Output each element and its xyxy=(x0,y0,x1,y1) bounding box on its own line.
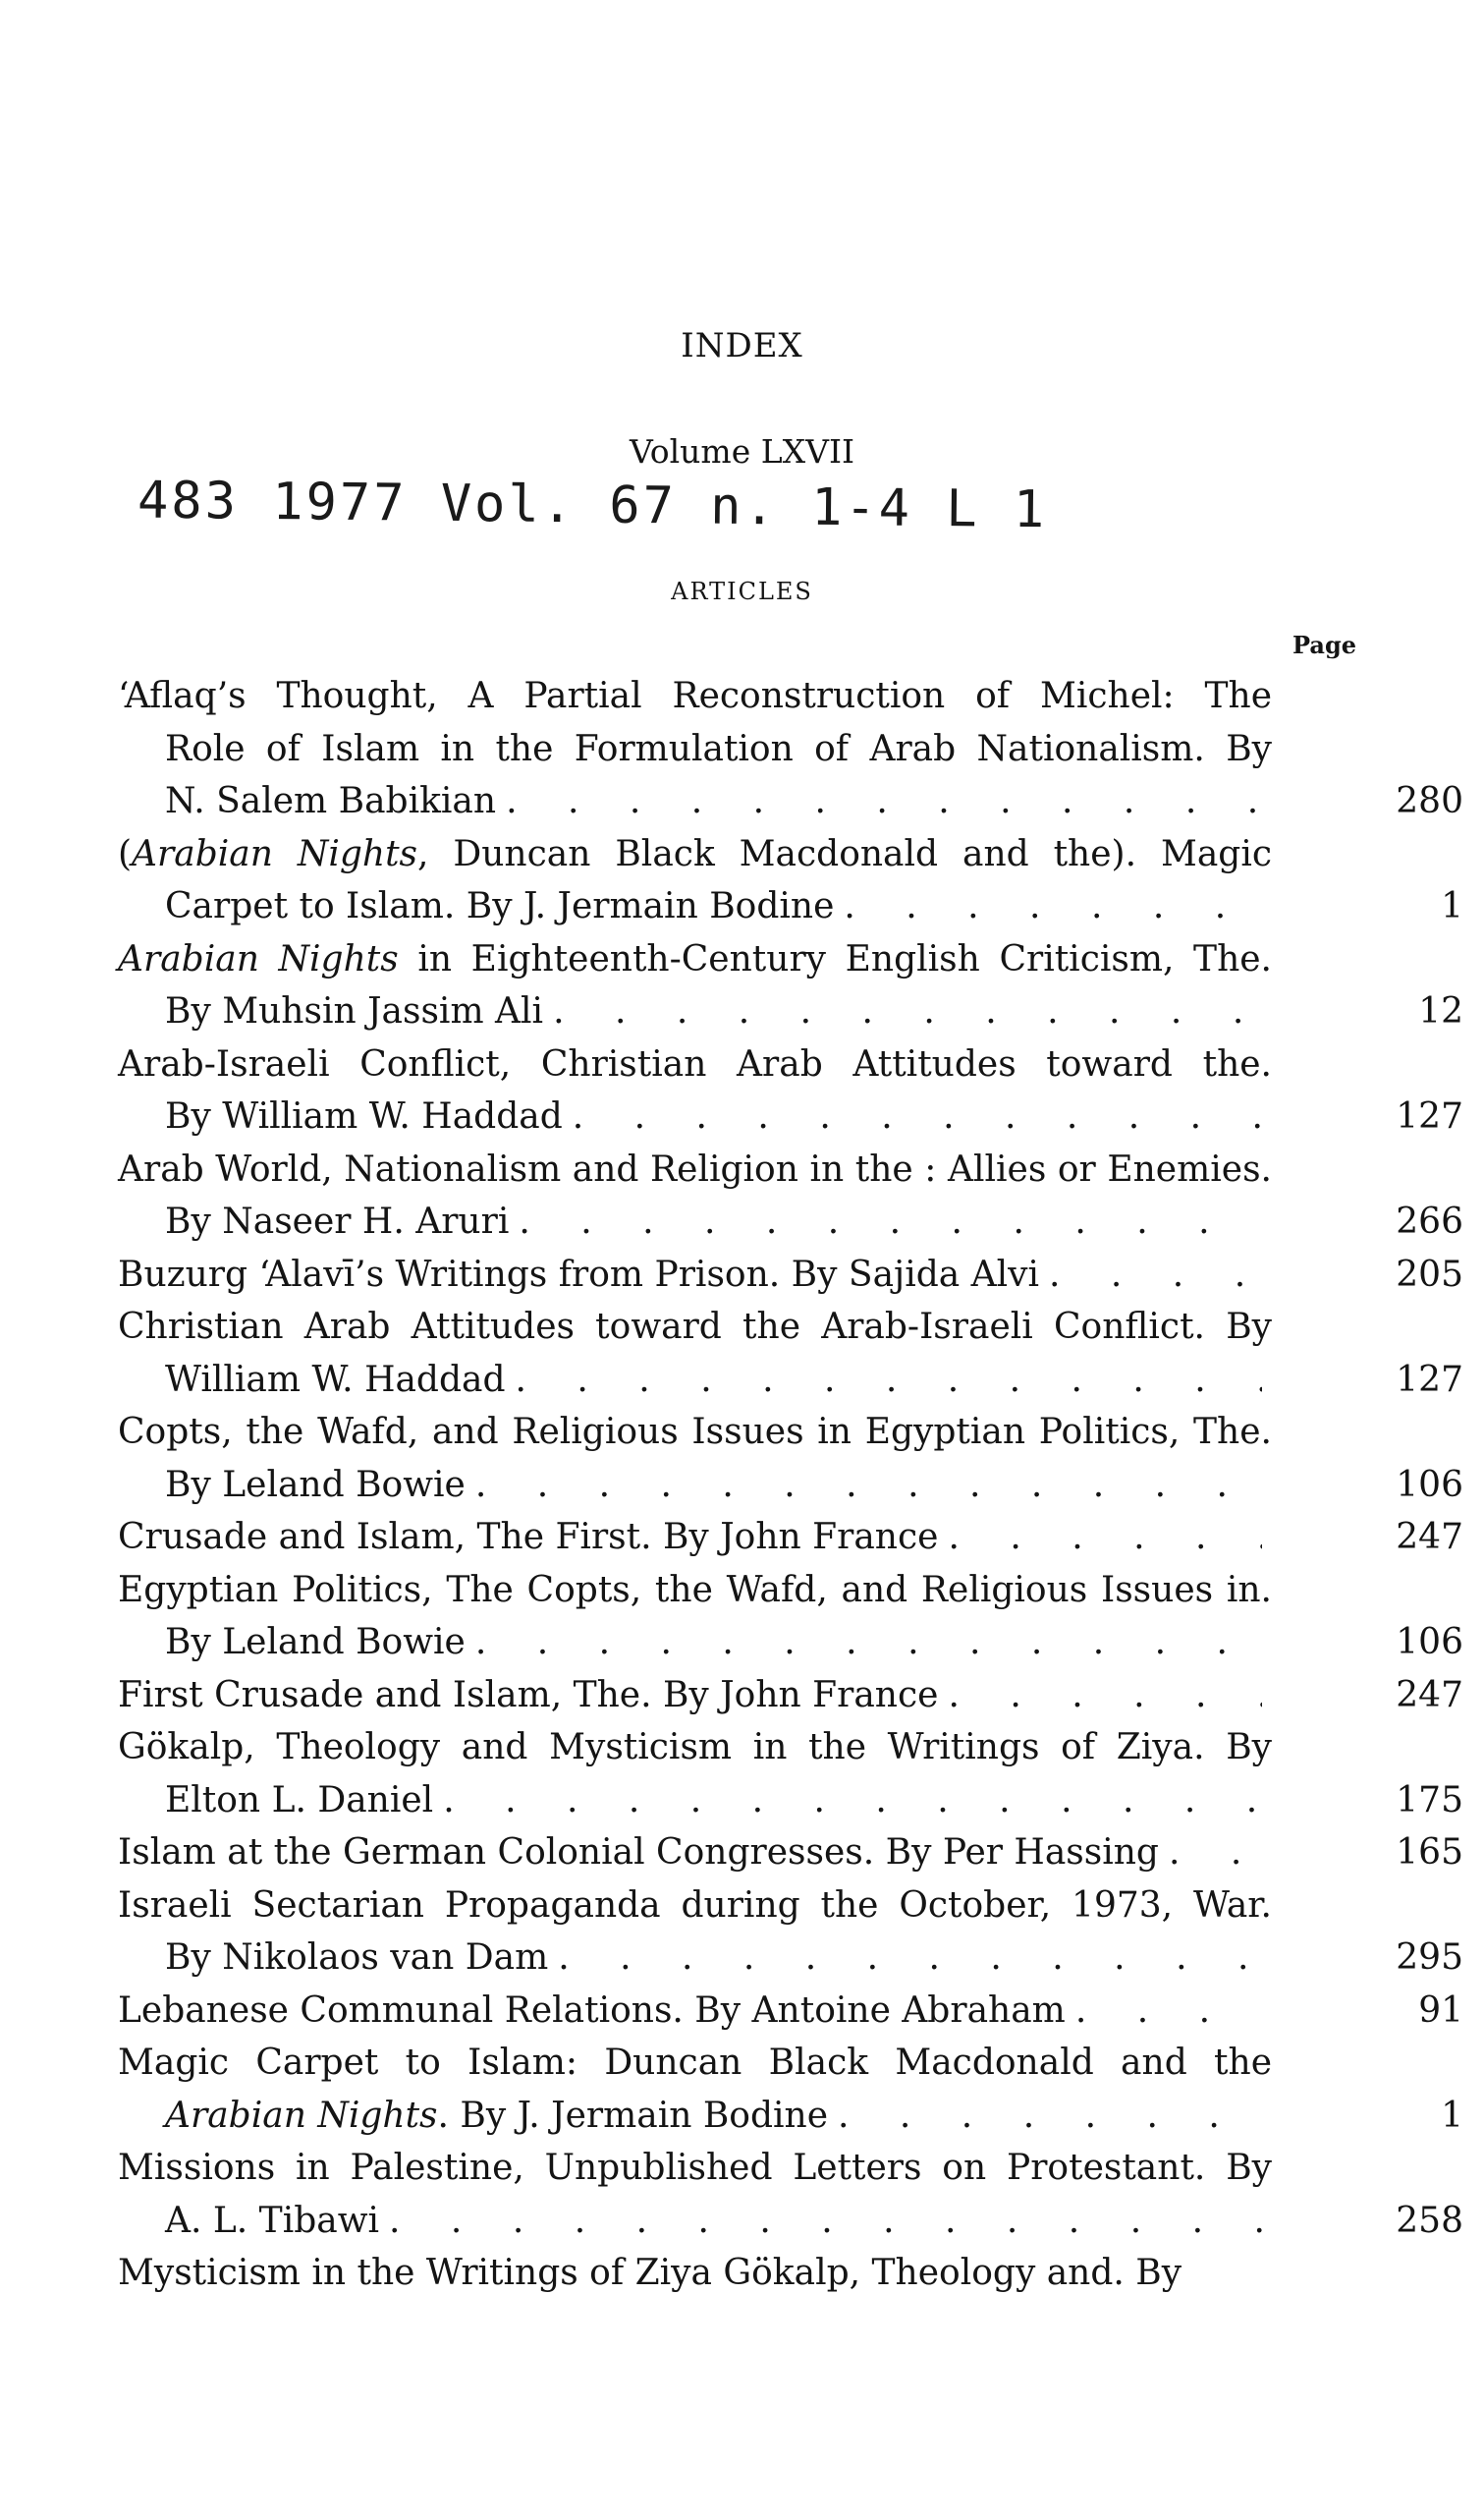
entry-text: Magic Carpet to Islam: Duncan Black Macdonald and the xyxy=(118,2043,1272,2083)
entry-text: ‘Aflaq’s Thought, A Partial Reconstruction of Michel: The xyxy=(118,676,1272,716)
entry-text: Elton L. Daniel xyxy=(165,1779,434,1820)
entry-line xyxy=(118,1564,1272,1617)
entry-text: (Arabian Nights, Duncan Black Macdonald and the). Magic xyxy=(118,833,1272,874)
entry-line xyxy=(118,2037,1272,2090)
entry-page-number: 106 xyxy=(1396,1464,1463,1505)
entry-line xyxy=(118,828,1272,881)
entry-text: Buzurg ‘Alavī’s Writings from Prison. By Sajida Alvi xyxy=(118,1254,1040,1295)
entry-text: Islam at the German Colonial Congresses. By Per Hassing xyxy=(118,1832,1159,1873)
dot-leaders xyxy=(506,775,1262,828)
entry-line xyxy=(118,1721,1272,1774)
index-entry xyxy=(118,1879,1463,1985)
entry-line xyxy=(118,1774,1463,1827)
entry-line xyxy=(118,1879,1272,1932)
entry-line xyxy=(118,1459,1463,1512)
entry-line xyxy=(118,2090,1463,2143)
index-entry xyxy=(118,1038,1463,1144)
entry-line xyxy=(118,723,1272,776)
entry-text: Arab World, Nationalism and Religion in the : Allies or Enemies. xyxy=(118,1148,1272,1190)
page-column-label: Page xyxy=(1292,631,1356,659)
entry-text: Egyptian Politics, The Copts, the Wafd, and Religious Issues in. xyxy=(118,1569,1272,1610)
entry-text: Arabian Nights. By J. Jermain Bodine xyxy=(165,2095,829,2136)
entry-text: Gökalp, Theology and Mysticism in the Writings of Ziya. By xyxy=(118,1727,1272,1767)
entry-page-number: 127 xyxy=(1396,1359,1463,1400)
entry-page-number: 1 xyxy=(1441,2095,1463,2136)
index-entry xyxy=(118,1301,1463,1406)
entry-page-number: 247 xyxy=(1396,1674,1463,1715)
entry-line xyxy=(118,1196,1463,1249)
index-entry xyxy=(118,1669,1463,1722)
entry-text: By Naseer H. Aruri xyxy=(165,1202,510,1242)
entry-text: By Leland Bowie xyxy=(165,1622,466,1662)
entry-line xyxy=(118,1406,1272,1459)
entry-text: Role of Islam in the Formulation of Arab Nationalism. By xyxy=(165,728,1272,769)
index-entry xyxy=(118,1721,1463,1826)
entry-text: Christian Arab Attitudes toward the Arab-Israeli Conflict. By xyxy=(118,1307,1272,1347)
dot-leaders xyxy=(948,1511,1262,1564)
entry-line xyxy=(118,1091,1463,1144)
index-entry xyxy=(118,1985,1463,2038)
entry-text: By William W. Haddad xyxy=(165,1096,563,1137)
entry-page-number: 91 xyxy=(1418,1989,1463,2031)
dot-leaders xyxy=(389,2195,1262,2248)
entry-line xyxy=(118,985,1463,1038)
entry-page-number: 1 xyxy=(1441,886,1463,926)
entry-line xyxy=(118,1826,1463,1879)
entry-page-number: 205 xyxy=(1396,1254,1463,1295)
entry-line xyxy=(118,1354,1463,1407)
entry-line xyxy=(118,1038,1272,1092)
entry-text: By Leland Bowie xyxy=(165,1464,466,1505)
entry-text: A. L. Tibawi xyxy=(165,2200,380,2241)
entry-line xyxy=(118,1301,1272,1354)
index-entry xyxy=(118,933,1463,1038)
index-entry xyxy=(118,1511,1463,1564)
entry-page-number: 12 xyxy=(1418,991,1463,1032)
entry-line xyxy=(118,1931,1463,1985)
dot-leaders xyxy=(948,1669,1262,1722)
entry-line xyxy=(118,1616,1463,1669)
entry-line xyxy=(118,1249,1463,1302)
index-entries xyxy=(118,670,1463,2300)
dot-leaders xyxy=(573,1091,1262,1144)
index-entry xyxy=(118,2142,1463,2247)
dot-leaders xyxy=(443,1774,1262,1827)
entry-line xyxy=(118,775,1463,828)
entry-text: N. Salem Babikian xyxy=(165,781,497,821)
handwritten-shelfmark: 483 1977 Vol. 67 n. 1-4 L 1 xyxy=(137,471,1048,540)
index-entry xyxy=(118,2037,1463,2142)
index-entry xyxy=(118,2247,1355,2300)
index-title: INDEX xyxy=(681,326,803,365)
index-entry xyxy=(118,1406,1463,1511)
entry-text: Mysticism in the Writings of Ziya Gökalp, Theology and. By xyxy=(118,2253,1182,2293)
dot-leaders xyxy=(1075,1985,1262,2038)
index-entry xyxy=(118,1564,1463,1669)
entry-text: William W. Haddad xyxy=(165,1359,506,1400)
entry-line xyxy=(118,933,1272,986)
dot-leaders xyxy=(475,1459,1262,1512)
volume-label: Volume LXVII xyxy=(629,432,855,471)
entry-line xyxy=(118,1669,1463,1722)
entry-text: By Muhsin Jassim Ali xyxy=(165,991,544,1032)
entry-text: Lebanese Communal Relations. By Antoine Abraham xyxy=(118,1989,1066,2031)
entry-line xyxy=(118,2195,1463,2248)
entry-page-number: 295 xyxy=(1396,1937,1463,1978)
dot-leaders xyxy=(519,1196,1262,1249)
section-heading: ARTICLES xyxy=(671,578,813,605)
entry-text: Arab-Israeli Conflict, Christian Arab Attitudes toward the. xyxy=(118,1043,1272,1085)
entry-line xyxy=(118,1511,1463,1564)
entry-page-number: 127 xyxy=(1396,1096,1463,1137)
entry-page-number: 247 xyxy=(1396,1517,1463,1557)
dot-leaders xyxy=(1049,1249,1262,1302)
index-entry xyxy=(118,1826,1463,1879)
dot-leaders xyxy=(1169,1826,1262,1879)
dot-leaders xyxy=(558,1931,1262,1985)
entry-text: First Crusade and Islam, The. By John France xyxy=(118,1674,939,1715)
entry-page-number: 280 xyxy=(1396,781,1463,821)
entry-page-number: 258 xyxy=(1396,2200,1463,2241)
entry-page-number: 175 xyxy=(1396,1779,1463,1820)
entry-text: By Nikolaos van Dam xyxy=(165,1937,549,1978)
entry-text: Israeli Sectarian Propaganda during the October, 1973, War. xyxy=(118,1884,1272,1926)
index-entry xyxy=(118,1144,1463,1249)
entry-text: Copts, the Wafd, and Religious Issues in Egyptian Politics, The. xyxy=(118,1412,1272,1452)
entry-text: Missions in Palestine, Unpublished Letters on Protestant. By xyxy=(118,2148,1272,2188)
entry-text: Crusade and Islam, The First. By John France xyxy=(118,1517,939,1557)
dot-leaders xyxy=(844,880,1262,933)
entry-line xyxy=(118,2142,1272,2195)
entry-page-number: 106 xyxy=(1396,1622,1463,1662)
entry-text: Carpet to Islam. By J. Jermain Bodine xyxy=(165,886,835,926)
entry-text: Arabian Nights in Eighteenth-Century English Criticism, The. xyxy=(118,938,1273,980)
entry-page-number: 165 xyxy=(1396,1832,1463,1873)
dot-leaders xyxy=(516,1354,1262,1407)
entry-line xyxy=(118,1985,1463,2038)
entry-line xyxy=(118,1144,1272,1197)
dot-leaders xyxy=(838,2090,1262,2143)
entry-line xyxy=(118,670,1272,723)
entry-line xyxy=(118,2247,1272,2300)
dot-leaders xyxy=(553,985,1262,1038)
index-entry xyxy=(118,1249,1463,1302)
index-entry xyxy=(118,670,1463,828)
entry-page-number: 266 xyxy=(1396,1202,1463,1242)
index-entry xyxy=(118,828,1463,933)
dot-leaders xyxy=(475,1616,1262,1669)
entry-line xyxy=(118,880,1463,933)
